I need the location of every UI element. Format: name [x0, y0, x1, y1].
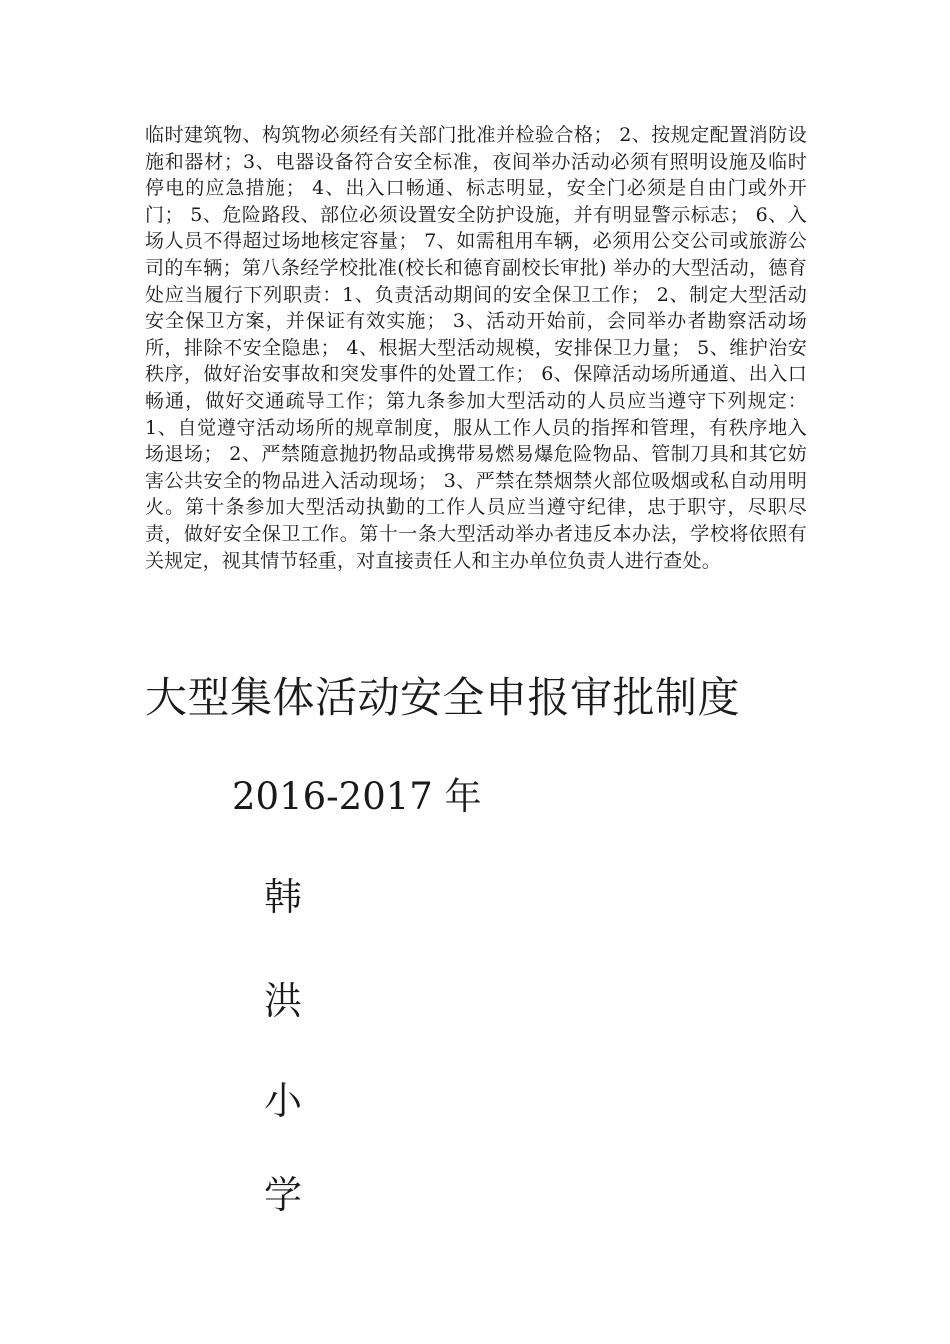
- school-name-char-1: 韩: [264, 875, 303, 919]
- school-name-char-2: 洪: [264, 979, 303, 1023]
- school-name-char-4: 学: [264, 1173, 303, 1217]
- body-paragraph: 临时建筑物、构筑物必须经有关部门批准并检验合格； 2、按规定配置消防设施和器材；3、电器设备符合安全标准，夜间举办活动必须有照明设施及临时停电的应急措施； 4、出入口畅通、标志明显，安全门必须是自由门或外开门； 5、危险路段、部位必须设置安全防护设施，并有明显警示标志； 6、入场人员不得超过场地核定容量； 7、如需租用车辆，必须用公交公司或旅游公司的车辆；第八条经学校批准(校长和德育副校长审批) 举办的大型活动，德育处应当履行下列职责：1、负责活动期间的安全保卫工作； 2、制定大型活动安全保卫方案，并保证有效实施； 3、活动开始前，会同举办者勘察活动场所，排除不安全隐患； 4、根据大型活动规模，安排保卫力量； 5、维护治安秩序，做好治安事故和突发事件的处置工作； 6、保障活动场所通道、出入口畅通，做好交通疏导工作；第九条参加大型活动的人员应当遵守下列规定： 1、自觉遵守活动场所的规章制度，服从工作人员的指挥和管理，有秩序地入场退场； 2、严禁随意抛扔物品或携带易燃易爆危险物品、管制刀具和其它妨害公共安全的物品进入活动现场； 3、严禁在禁烟禁火部位吸烟或私自动用明火。第十条参加大型活动执勤的工作人员应当遵守纪律，忠于职守，尽职尽责，做好安全保卫工作。第十一条大型活动举办者违反本办法，学校将依照有关规定，视其情节轻重，对直接责任人和主办单位负责人进行查处。: [145, 124, 807, 572]
- school-name-char-3: 小: [264, 1079, 303, 1123]
- document-title: 大型集体活动安全申报审批制度: [145, 673, 741, 722]
- school-year: 2016-2017 年: [232, 775, 482, 818]
